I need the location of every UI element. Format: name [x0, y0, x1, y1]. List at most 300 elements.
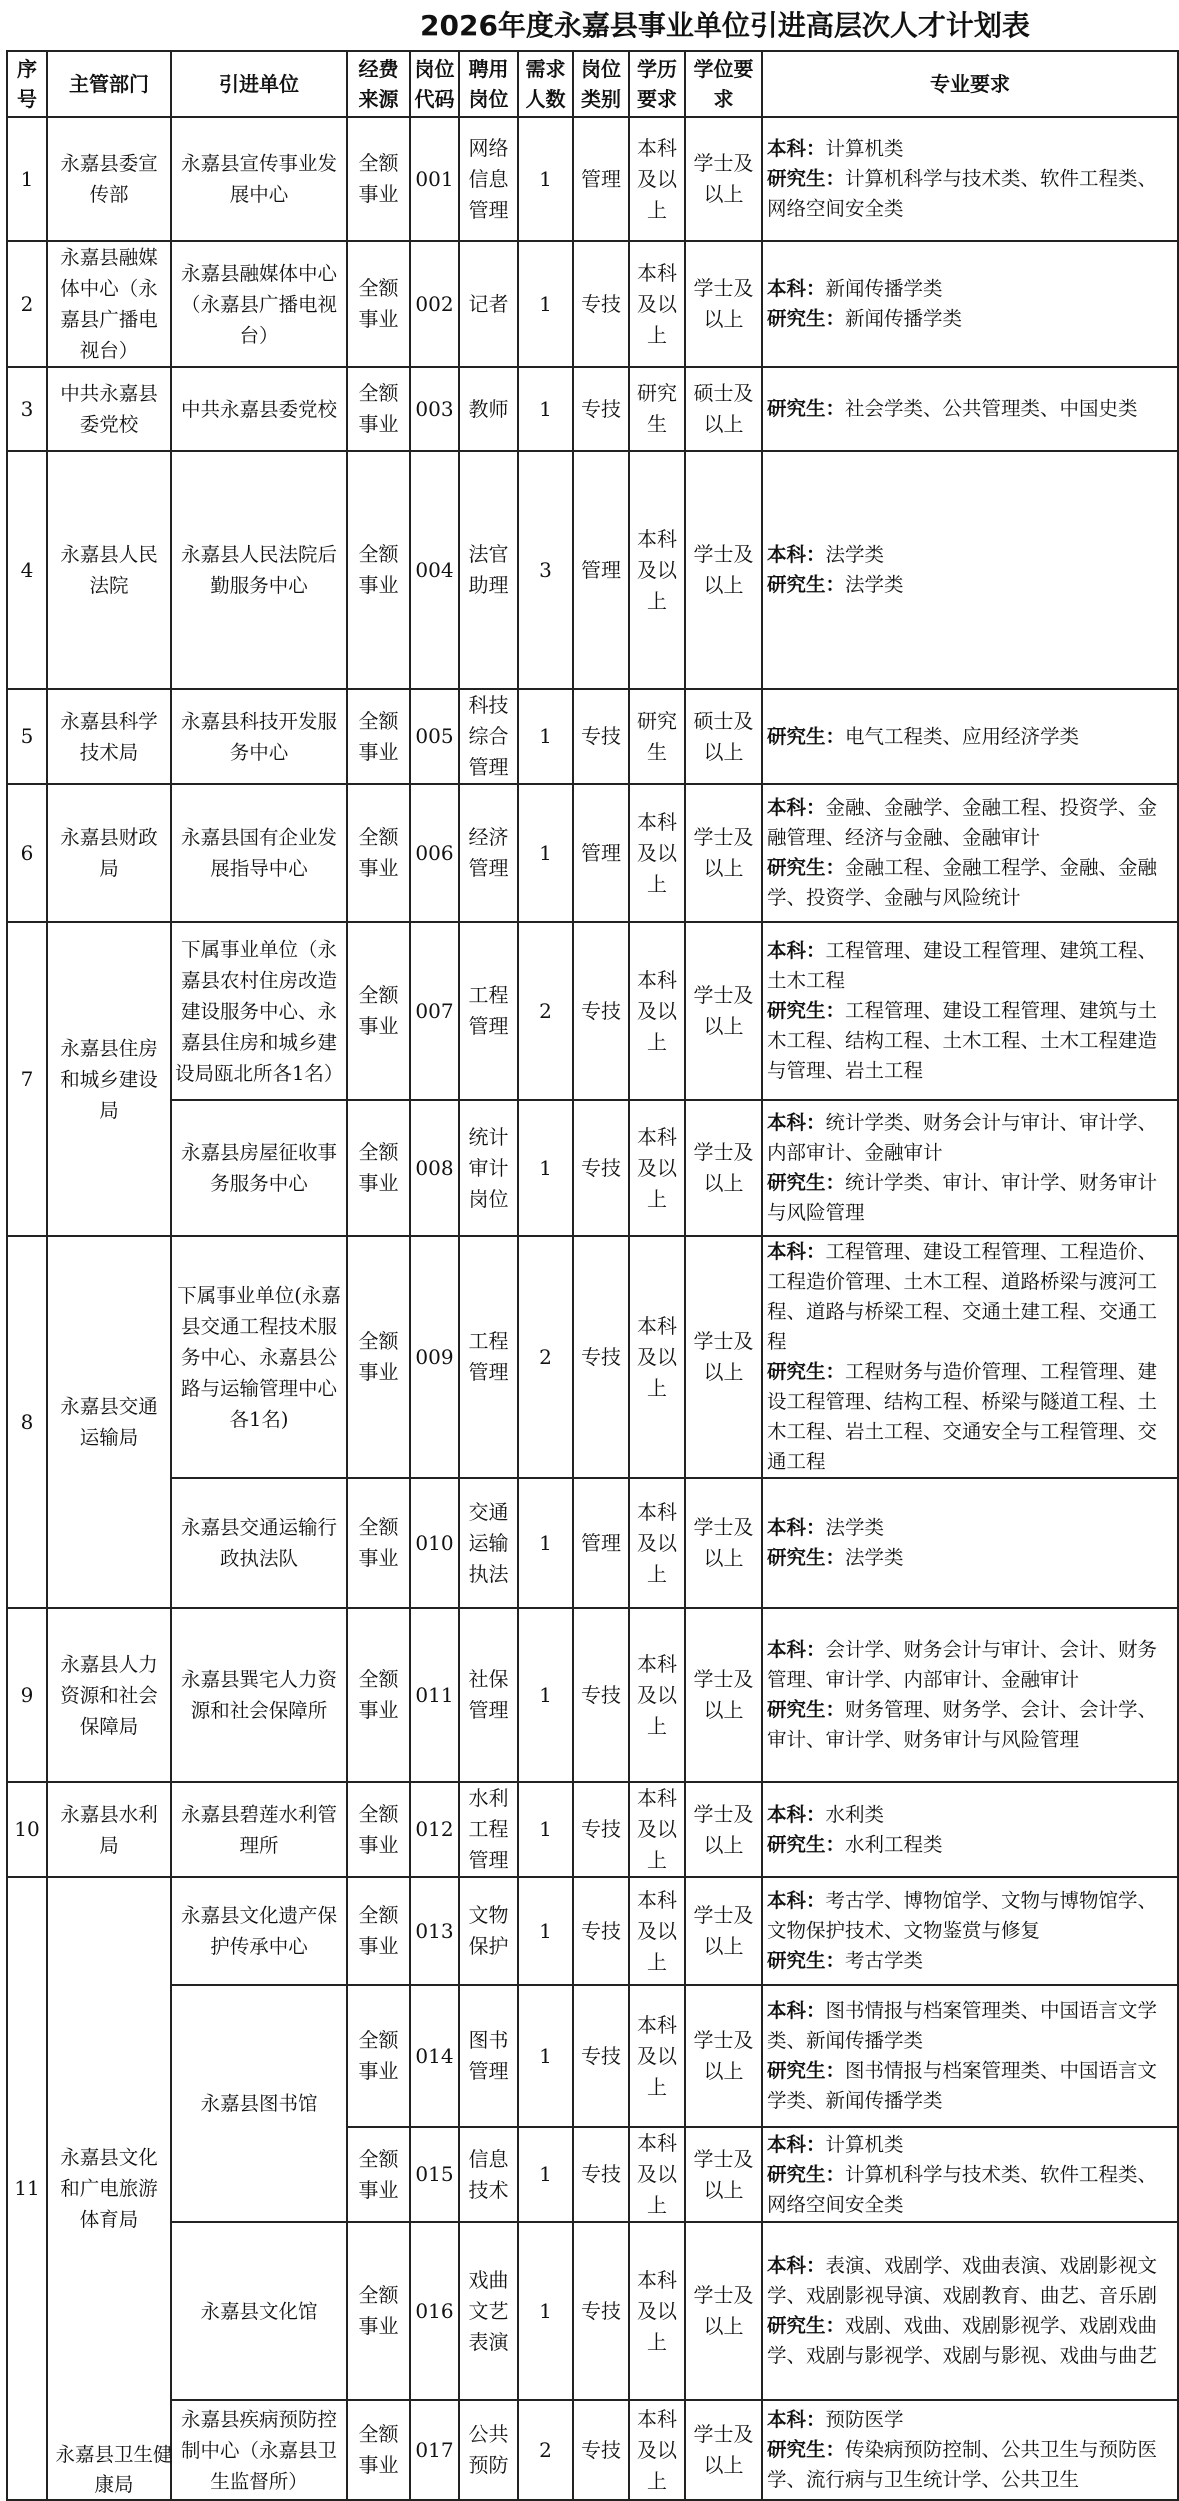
row-seq: 2 — [7, 241, 47, 367]
row-code: 016 — [410, 2222, 459, 2400]
row-degree: 学士及以上 — [685, 1478, 762, 1608]
row-fund: 全额事业 — [347, 1236, 410, 1478]
requirement-text: 工程管理、建设工程管理、建筑工程、土木工程 — [767, 939, 1158, 992]
row-requirement — [762, 1608, 1178, 1782]
row-degree: 学士及以上 — [685, 1236, 762, 1478]
requirement-line — [767, 996, 1175, 1086]
row-code: 001 — [410, 117, 459, 241]
row-post: 工程管理 — [459, 922, 518, 1100]
row-post: 图书管理 — [459, 1985, 518, 2127]
row-degree: 学士及以上 — [685, 241, 762, 367]
row-num: 1 — [518, 2222, 573, 2400]
requirement-line — [767, 164, 1175, 224]
requirement-text: 计算机科学与技术类、软件工程类、网络空间安全类 — [767, 167, 1158, 220]
row-code: 003 — [410, 367, 459, 451]
table-row — [7, 451, 1178, 689]
row-dept: 永嘉县融媒体中心（永嘉县广播电视台） — [47, 241, 171, 367]
row-code: 004 — [410, 451, 459, 689]
requirement-label: 本科： — [767, 1802, 826, 1826]
requirement-line — [767, 1800, 1175, 1830]
row-cat: 专技 — [573, 2400, 629, 2500]
row-seq: 10 — [7, 1782, 47, 1877]
row-edu: 本科及以上 — [629, 1236, 685, 1478]
requirement-text: 图书情报与档案管理类、中国语言文学类、新闻传播学类 — [767, 2059, 1158, 2112]
row-fund: 全额事业 — [347, 922, 410, 1100]
header-unit: 引进单位 — [171, 51, 347, 117]
requirement-line — [767, 1168, 1175, 1228]
header-degree: 学位要求 — [685, 51, 762, 117]
requirement-line — [767, 2056, 1175, 2116]
row-unit: 永嘉县房屋征收事务服务中心 — [171, 1100, 347, 1236]
row-num: 1 — [518, 2127, 573, 2222]
row-num: 3 — [518, 451, 573, 689]
row-cat: 专技 — [573, 1608, 629, 1782]
row-unit: 永嘉县文化馆 — [171, 2222, 347, 2400]
row-fund: 全额事业 — [347, 2222, 410, 2400]
table-row — [7, 367, 1178, 451]
requirement-label: 本科： — [767, 137, 826, 160]
requirement-label: 本科： — [767, 1638, 826, 1661]
row-seq: 5 — [7, 689, 47, 784]
row-code: 010 — [410, 1478, 459, 1608]
requirement-text: 财务管理、财务学、会计、会计学、审计、审计学、财务审计与风险管理 — [767, 1698, 1158, 1751]
row-post: 社保管理 — [459, 1608, 518, 1782]
row-num: 1 — [518, 367, 573, 451]
row-degree: 学士及以上 — [685, 1782, 762, 1877]
row-requirement — [762, 451, 1178, 689]
row-dept: 永嘉县人民法院 — [47, 451, 171, 689]
requirement-text: 计算机类 — [825, 2132, 904, 2156]
requirement-label: 本科： — [767, 796, 826, 819]
table-row — [7, 922, 1178, 1100]
row-degree: 学士及以上 — [685, 2400, 762, 2500]
row-requirement — [762, 1100, 1178, 1236]
requirement-label: 研究生： — [767, 1832, 846, 1856]
table-row — [7, 1478, 1178, 1608]
requirement-text: 工程管理、建设工程管理、工程造价、工程造价管理、土木工程、道路桥梁与渡河工程、道路与桥梁工程、交通土建工程、交通工程 — [767, 1240, 1158, 1353]
row-num: 2 — [518, 2400, 573, 2500]
row-code: 012 — [410, 1782, 459, 1877]
row-unit: 永嘉县人民法院后勤服务中心 — [171, 451, 347, 689]
row-seq: 7 — [7, 922, 47, 1236]
table-row — [7, 1782, 1178, 1877]
table-row — [7, 1236, 1178, 1478]
requirement-text: 工程财务与造价管理、工程管理、建设工程管理、结构工程、桥梁与隧道工程、土木工程、岩土工程、交通安全与工程管理、交通工程 — [767, 1360, 1158, 1473]
requirement-line — [767, 394, 1175, 424]
row-edu: 本科及以上 — [629, 784, 685, 922]
row-code: 014 — [410, 1985, 459, 2127]
table-row — [7, 689, 1178, 784]
row-degree: 学士及以上 — [685, 1877, 762, 1985]
requirement-line — [767, 722, 1175, 752]
row-requirement — [762, 689, 1178, 784]
table-row — [7, 1985, 1178, 2127]
row-post: 统计审计岗位 — [459, 1100, 518, 1236]
row-cat: 管理 — [573, 784, 629, 922]
row-requirement — [762, 1985, 1178, 2127]
row-code: 017 — [410, 2400, 459, 2500]
table-row — [7, 2400, 1178, 2500]
row-requirement — [762, 241, 1178, 367]
requirement-text: 会计学、财务会计与审计、会计、财务管理、审计学、内部审计、金融审计 — [767, 1638, 1158, 1691]
table-row — [7, 241, 1178, 367]
row-edu: 本科及以上 — [629, 1608, 685, 1782]
row-dept: 永嘉县水利局 — [47, 1782, 171, 1877]
row-edu: 本科及以上 — [629, 451, 685, 689]
row-seq: 3 — [7, 367, 47, 451]
row-cat: 管理 — [573, 117, 629, 241]
requirement-label: 研究生： — [767, 167, 846, 190]
row-edu: 本科及以上 — [629, 1985, 685, 2127]
row-seq: 9 — [7, 1608, 47, 1782]
row-cat: 专技 — [573, 1877, 629, 1985]
requirement-label: 研究生： — [767, 1698, 846, 1721]
row-fund: 全额事业 — [347, 1100, 410, 1236]
row-fund: 全额事业 — [347, 689, 410, 784]
requirement-text: 水利工程类 — [845, 1832, 943, 1856]
requirement-line — [767, 2160, 1175, 2220]
row-num: 1 — [518, 241, 573, 367]
requirement-line — [767, 274, 1175, 304]
row-edu: 本科及以上 — [629, 2400, 685, 2500]
row-unit: 下属事业单位(永嘉县交通工程技术服务中心、永嘉县公路与运输管理中心各1名) — [171, 1236, 347, 1478]
row-degree: 学士及以上 — [685, 451, 762, 689]
row-post: 交通运输执法 — [459, 1478, 518, 1608]
row-fund: 全额事业 — [347, 117, 410, 241]
requirement-text: 电气工程类、应用经济学类 — [845, 724, 1080, 748]
row-cat: 专技 — [573, 367, 629, 451]
requirement-label: 研究生： — [767, 856, 846, 879]
requirement-line — [767, 2251, 1175, 2311]
row-dept: 中共永嘉县委党校 — [47, 367, 171, 451]
header-row — [7, 51, 1178, 117]
header-cat: 岗位类别 — [573, 51, 629, 117]
row-fund: 全额事业 — [347, 784, 410, 922]
row-unit: 永嘉县碧莲水利管理所 — [171, 1782, 347, 1877]
row-cat: 专技 — [573, 1985, 629, 2127]
row-fund: 全额事业 — [347, 2400, 410, 2500]
row-post: 记者 — [459, 241, 518, 367]
row-post: 网络信息管理 — [459, 117, 518, 241]
requirement-label: 研究生： — [767, 397, 846, 420]
row-post: 工程管理 — [459, 1236, 518, 1478]
row-seq: 1 — [7, 117, 47, 241]
requirement-label: 研究生： — [767, 2314, 846, 2337]
row-cat: 管理 — [573, 1478, 629, 1608]
row-requirement — [762, 1236, 1178, 1478]
requirement-text: 新闻传播学类 — [845, 307, 963, 330]
requirement-label: 研究生： — [767, 307, 846, 330]
requirement-label: 本科： — [767, 1111, 826, 1134]
row-post: 科技综合管理 — [459, 689, 518, 784]
requirement-line — [767, 1357, 1175, 1477]
row-num: 1 — [518, 1478, 573, 1608]
requirement-line — [767, 1513, 1175, 1543]
row-post: 教师 — [459, 367, 518, 451]
row-unit: 永嘉县巽宅人力资源和社会保障所 — [171, 1608, 347, 1782]
requirement-text: 金融、金融学、金融工程、投资学、金融管理、经济与金融、金融审计 — [767, 796, 1158, 849]
row-edu: 本科及以上 — [629, 2222, 685, 2400]
table-row — [7, 117, 1178, 241]
requirement-line — [767, 1635, 1175, 1695]
row-post: 戏曲文艺表演 — [459, 2222, 518, 2400]
row-degree: 硕士及以上 — [685, 367, 762, 451]
row-unit: 永嘉县文化遗产保护传承中心 — [171, 1877, 347, 1985]
row-num: 2 — [518, 1236, 573, 1478]
row-requirement — [762, 1478, 1178, 1608]
row-num: 1 — [518, 784, 573, 922]
row-dept: 永嘉县住房和城乡建设局 — [47, 922, 171, 1236]
row-dept: 永嘉县文化和广电旅游体育局 — [47, 1877, 171, 2500]
row-num: 1 — [518, 1100, 573, 1236]
page-title: 2026年度永嘉县事业单位引进高层次人才计划表 — [420, 9, 1030, 42]
row-fund: 全额事业 — [347, 1478, 410, 1608]
row-seq: 4 — [7, 451, 47, 689]
requirement-line — [767, 936, 1175, 996]
row-seq: 6 — [7, 784, 47, 922]
row-post: 文物保护 — [459, 1877, 518, 1985]
requirement-label: 研究生： — [767, 1546, 846, 1569]
row-num: 2 — [518, 922, 573, 1100]
requirement-line — [767, 540, 1175, 570]
row-requirement — [762, 922, 1178, 1100]
table-row — [7, 1608, 1178, 1782]
table-row — [7, 2222, 1178, 2400]
requirement-label: 本科： — [767, 1889, 826, 1912]
row-fund: 全额事业 — [347, 1608, 410, 1782]
requirement-label: 本科： — [767, 1516, 826, 1539]
requirement-label: 本科： — [767, 543, 826, 566]
requirement-label: 研究生： — [767, 999, 846, 1022]
row-post: 法官助理 — [459, 451, 518, 689]
row-code: 011 — [410, 1608, 459, 1782]
requirement-label: 本科： — [767, 277, 826, 300]
row-dept: 永嘉县财政局 — [47, 784, 171, 922]
header-requirement: 专业要求 — [762, 51, 1178, 117]
requirement-text: 表演、戏剧学、戏曲表演、戏剧影视文学、戏剧影视导演、戏剧教育、曲艺、音乐剧 — [767, 2254, 1158, 2307]
row-edu: 研究生 — [629, 367, 685, 451]
row-code: 013 — [410, 1877, 459, 1985]
requirement-text: 金融工程、金融工程学、金融、金融学、投资学、金融与风险统计 — [767, 856, 1158, 909]
row-dept: 永嘉县交通运输局 — [47, 1236, 171, 1608]
row-post: 信息技术 — [459, 2127, 518, 2222]
requirement-label: 本科： — [767, 2132, 826, 2156]
header-seq: 序号 — [7, 51, 47, 117]
requirement-text: 考古学、博物馆学、文物与博物馆学、文物保护技术、文物鉴赏与修复 — [767, 1889, 1158, 1942]
row-degree: 学士及以上 — [685, 117, 762, 241]
requirement-line — [767, 2130, 1175, 2160]
requirement-text: 图书情报与档案管理类、中国语言文学类、新闻传播学类 — [767, 1999, 1158, 2052]
requirement-text: 考古学类 — [845, 1949, 924, 1972]
requirement-text: 统计学类、审计、审计学、财务审计与风险管理 — [767, 1171, 1158, 1224]
row-code: 007 — [410, 922, 459, 1100]
requirement-label: 研究生： — [767, 2438, 846, 2461]
header-dept: 主管部门 — [47, 51, 171, 117]
row-edu: 本科及以上 — [629, 241, 685, 367]
requirement-text: 法学类 — [825, 543, 885, 566]
row-dept: 永嘉县人力资源和社会保障局 — [47, 1608, 171, 1782]
header-post: 聘用岗位 — [459, 51, 518, 117]
requirement-text: 法学类 — [845, 573, 904, 596]
table-row — [7, 1877, 1178, 1985]
header-fund: 经费来源 — [347, 51, 410, 117]
row-cat: 专技 — [573, 689, 629, 784]
header-edu: 学历要求 — [629, 51, 685, 117]
requirement-label: 研究生： — [767, 2059, 846, 2082]
requirement-label: 研究生： — [767, 724, 846, 748]
requirement-label: 研究生： — [767, 2162, 846, 2186]
row-degree: 学士及以上 — [685, 1985, 762, 2127]
row-requirement — [762, 2222, 1178, 2400]
requirement-text: 计算机科学与技术类、软件工程类、网络空间安全类 — [767, 2162, 1158, 2216]
requirement-line — [767, 1830, 1175, 1860]
row-cat: 专技 — [573, 2127, 629, 2222]
row-requirement — [762, 1782, 1178, 1877]
talent-plan-table — [6, 50, 1179, 2501]
row-edu: 本科及以上 — [629, 1877, 685, 1985]
requirement-line — [767, 134, 1175, 164]
row-unit: 永嘉县国有企业发展指导中心 — [171, 784, 347, 922]
requirement-text: 预防医学 — [825, 2408, 904, 2431]
row-cat: 专技 — [573, 1100, 629, 1236]
requirement-text: 工程管理、建设工程管理、建筑与土木工程、结构工程、土木工程、土木工程建造与管理、岩土工程 — [767, 999, 1158, 1082]
row-fund: 全额事业 — [347, 2127, 410, 2222]
row-fund: 全额事业 — [347, 1985, 410, 2127]
requirement-text: 传染病预防控制、公共卫生与预防医学、流行病与卫生统计学、公共卫生 — [767, 2438, 1158, 2491]
row-code: 006 — [410, 784, 459, 922]
requirement-text: 社会学类、公共管理类、中国史类 — [845, 397, 1138, 420]
row-code: 005 — [410, 689, 459, 784]
row-unit: 中共永嘉县委党校 — [171, 367, 347, 451]
requirement-text: 计算机类 — [825, 137, 904, 160]
row-num: 1 — [518, 689, 573, 784]
row-fund: 全额事业 — [347, 367, 410, 451]
row-cat: 专技 — [573, 922, 629, 1100]
requirement-text: 戏剧、戏曲、戏剧影视学、戏剧戏曲学、戏剧与影视学、戏剧与影视、戏曲与曲艺 — [767, 2314, 1158, 2367]
requirement-text: 新闻传播学类 — [825, 277, 943, 300]
row-code: 008 — [410, 1100, 459, 1236]
row-code: 002 — [410, 241, 459, 367]
row-seq: 11 — [7, 1877, 47, 2500]
row-requirement — [762, 1877, 1178, 1985]
header-num: 需求人数 — [518, 51, 573, 117]
requirement-line — [767, 2435, 1175, 2495]
row-degree: 学士及以上 — [685, 1100, 762, 1236]
row-requirement — [762, 367, 1178, 451]
requirement-line — [767, 1946, 1175, 1976]
row-cat: 专技 — [573, 1782, 629, 1877]
requirement-label: 本科： — [767, 939, 826, 962]
requirement-line — [767, 1886, 1175, 1946]
requirement-label: 研究生： — [767, 1360, 846, 1383]
table-row — [7, 1100, 1178, 1236]
row-degree: 学士及以上 — [685, 1608, 762, 1782]
row-requirement — [762, 2127, 1178, 2222]
requirement-line — [767, 1108, 1175, 1168]
row-degree: 学士及以上 — [685, 2222, 762, 2400]
row-edu: 研究生 — [629, 689, 685, 784]
row-post: 水利工程管理 — [459, 1782, 518, 1877]
row-edu: 本科及以上 — [629, 2127, 685, 2222]
requirement-line — [767, 570, 1175, 600]
row-dept: 永嘉县委宣传部 — [47, 117, 171, 241]
row-edu: 本科及以上 — [629, 1100, 685, 1236]
requirement-line — [767, 1996, 1175, 2056]
row-unit: 永嘉县疾病预防控制中心（永嘉县卫生监督所） — [171, 2400, 347, 2500]
row-edu: 本科及以上 — [629, 1782, 685, 1877]
partial-dept-label: 永嘉县卫生健康局 — [55, 2443, 173, 2496]
row-edu: 本科及以上 — [629, 117, 685, 241]
row-cat: 专技 — [573, 241, 629, 367]
row-degree: 学士及以上 — [685, 922, 762, 1100]
requirement-text: 水利类 — [825, 1802, 885, 1826]
row-degree: 学士及以上 — [685, 784, 762, 922]
row-num: 1 — [518, 1608, 573, 1782]
row-degree: 学士及以上 — [685, 2127, 762, 2222]
row-unit: 永嘉县图书馆 — [171, 1985, 347, 2222]
row-fund: 全额事业 — [347, 451, 410, 689]
requirement-text: 法学类 — [825, 1516, 885, 1539]
requirement-line — [767, 1543, 1175, 1573]
row-code: 009 — [410, 1236, 459, 1478]
header-code: 岗位代码 — [410, 51, 459, 117]
row-cat: 专技 — [573, 1236, 629, 1478]
row-fund: 全额事业 — [347, 1782, 410, 1877]
requirement-line — [767, 793, 1175, 853]
row-dept: 永嘉县科学技术局 — [47, 689, 171, 784]
requirement-line — [767, 304, 1175, 334]
requirement-text: 法学类 — [845, 1546, 904, 1569]
row-requirement — [762, 784, 1178, 922]
requirement-label: 研究生： — [767, 1171, 846, 1194]
row-requirement — [762, 117, 1178, 241]
requirement-label: 本科： — [767, 1999, 826, 2022]
row-unit: 永嘉县融媒体中心（永嘉县广播电视台） — [171, 241, 347, 367]
row-num: 1 — [518, 1782, 573, 1877]
requirement-line — [767, 853, 1175, 913]
requirement-label: 本科： — [767, 1240, 826, 1263]
row-edu: 本科及以上 — [629, 1478, 685, 1608]
row-requirement — [762, 2400, 1178, 2500]
requirement-label: 研究生： — [767, 1949, 846, 1972]
row-post: 公共预防 — [459, 2400, 518, 2500]
requirement-line — [767, 2311, 1175, 2371]
row-cat: 管理 — [573, 451, 629, 689]
requirement-line — [767, 1237, 1175, 1357]
row-post: 经济管理 — [459, 784, 518, 922]
row-fund: 全额事业 — [347, 1877, 410, 1985]
row-unit: 永嘉县交通运输行政执法队 — [171, 1478, 347, 1608]
row-code: 015 — [410, 2127, 459, 2222]
row-edu: 本科及以上 — [629, 922, 685, 1100]
requirement-text: 统计学类、财务会计与审计、审计学、内部审计、金融审计 — [767, 1111, 1158, 1164]
row-num: 1 — [518, 1985, 573, 2127]
table-row — [7, 784, 1178, 922]
requirement-label: 本科： — [767, 2408, 826, 2431]
row-unit: 下属事业单位（永嘉县农村住房改造建设服务中心、永嘉县住房和城乡建设局瓯北所各1名） — [171, 922, 347, 1100]
row-num: 1 — [518, 1877, 573, 1985]
row-seq: 8 — [7, 1236, 47, 1608]
requirement-label: 研究生： — [767, 573, 846, 596]
row-unit: 永嘉县科技开发服务中心 — [171, 689, 347, 784]
row-fund: 全额事业 — [347, 241, 410, 367]
requirement-label: 本科： — [767, 2254, 826, 2277]
row-cat: 专技 — [573, 2222, 629, 2400]
row-unit: 永嘉县宣传事业发展中心 — [171, 117, 347, 241]
row-num: 1 — [518, 117, 573, 241]
requirement-line — [767, 2405, 1175, 2435]
requirement-line — [767, 1695, 1175, 1755]
